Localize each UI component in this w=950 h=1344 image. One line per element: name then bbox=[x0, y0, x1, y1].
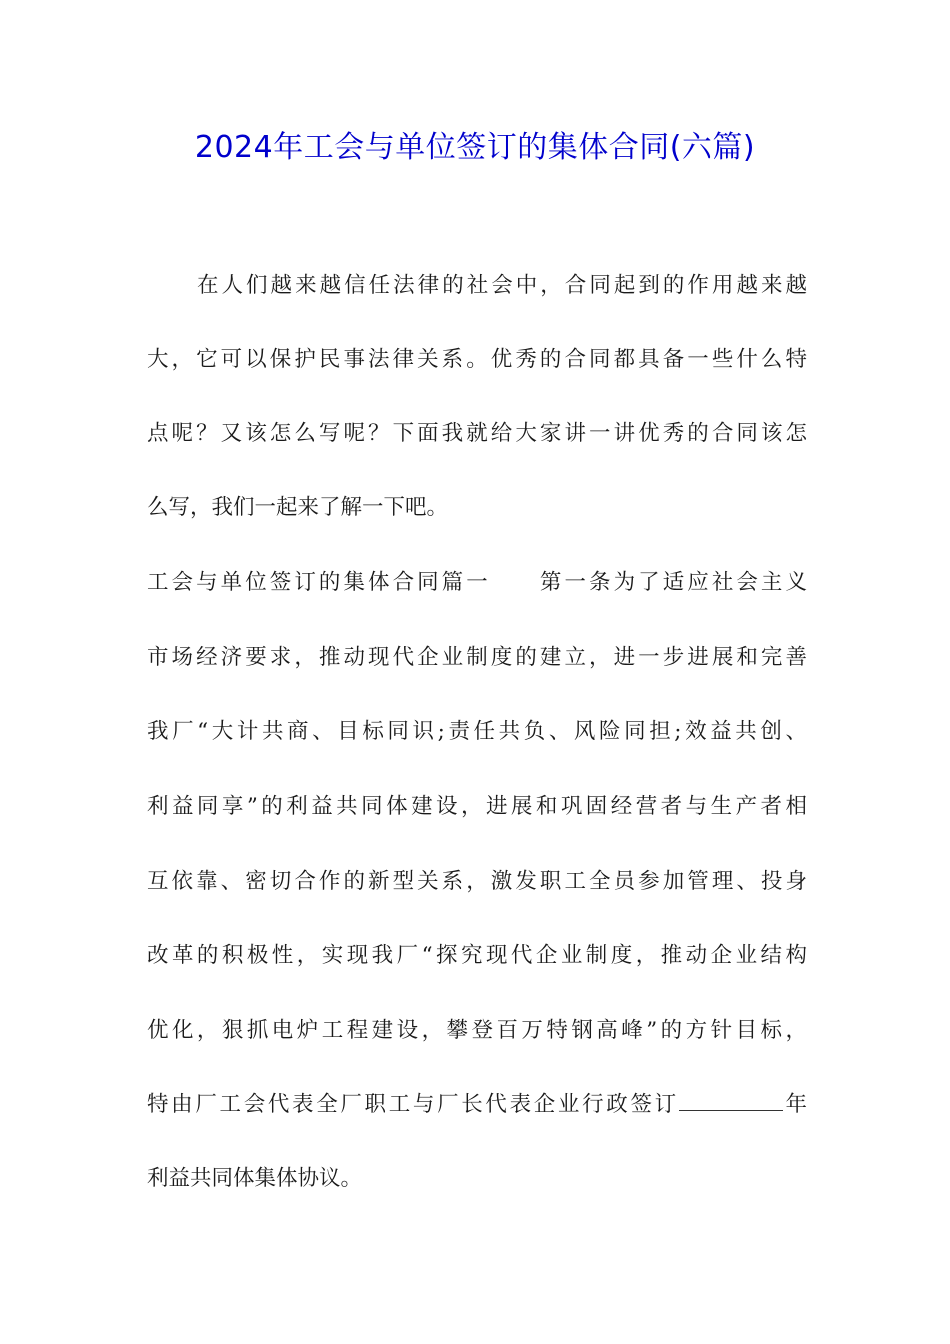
intro-line-4: 么写，我们一起来了解一下吧。 bbox=[147, 495, 449, 520]
body-line-9: 利益共同体集体协议。 bbox=[147, 1166, 363, 1191]
body-line-2: 市场经济要求，推动现代企业制度的建立，进一步进展和完善 bbox=[147, 645, 807, 670]
body-line-1: 工会与单位签订的集体合同篇一 第一条为了适应社会主义 bbox=[147, 570, 807, 595]
body-line-4: 利益同享”的利益共同体建设，进展和巩固经营者与生产者相 bbox=[147, 794, 807, 819]
body-line-3: 我厂“大计共商、目标同识;责任共负、风险同担;效益共创、 bbox=[147, 719, 807, 744]
intro-line-2: 大，它可以保护民事法律关系。优秀的合同都具备一些什么特 bbox=[147, 347, 807, 372]
body-line-8 bbox=[147, 1085, 807, 1125]
intro-line-1: 在人们越来越信任法律的社会中，合同起到的作用越来越 bbox=[197, 273, 807, 298]
fill-in-blank bbox=[679, 1086, 783, 1111]
document-title: 2024年工会与单位签订的集体合同(六篇) bbox=[194, 130, 756, 165]
body-line-5: 互依靠、密切合作的新型关系，激发职工全员参加管理、投身 bbox=[147, 869, 807, 894]
body-line-6: 改革的积极性，实现我厂“探究现代企业制度，推动企业结构 bbox=[147, 943, 807, 968]
intro-line-3: 点呢？又该怎么写呢？下面我就给大家讲一讲优秀的合同该怎 bbox=[147, 421, 807, 446]
body-line-7: 优化，狠抓电炉工程建设，攀登百万特钢高峰”的方针目标， bbox=[147, 1018, 807, 1043]
body-line-8-text: 特由厂工会代表全厂职工与厂长代表企业行政签订 bbox=[147, 1092, 679, 1117]
body-line-8-year: 年 bbox=[782, 1092, 807, 1117]
